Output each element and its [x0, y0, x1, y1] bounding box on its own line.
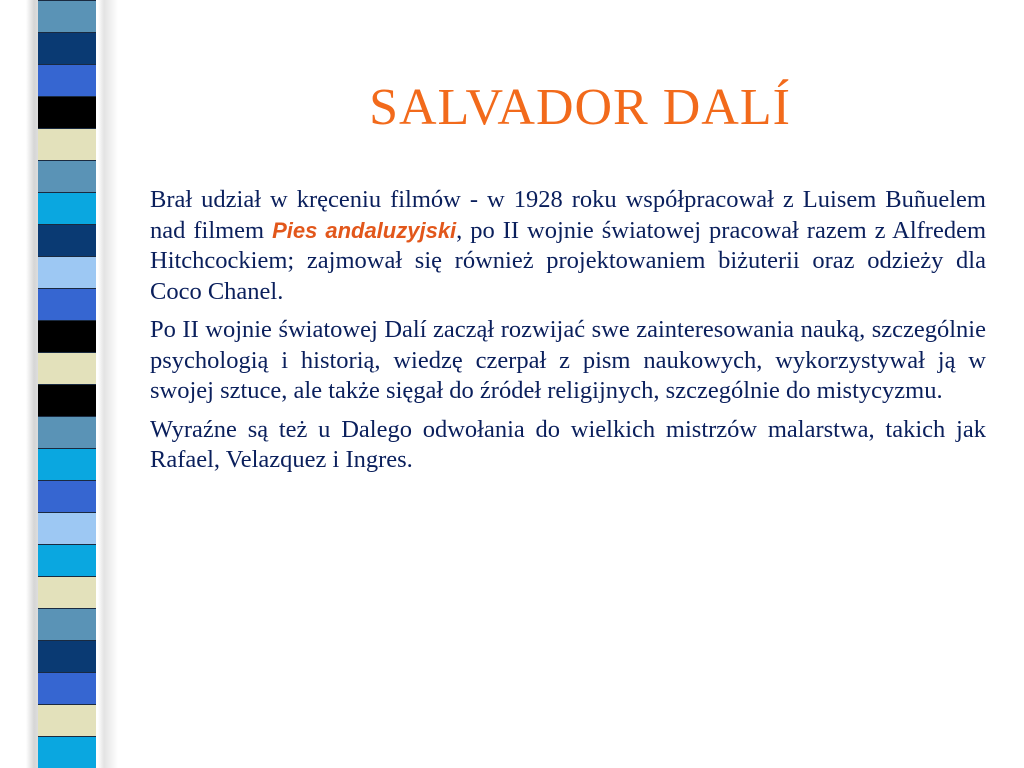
- stripe-band: [38, 64, 96, 96]
- stripe-band: [38, 192, 96, 224]
- paragraph-film-work: [150, 185, 986, 307]
- stripe-band: [38, 416, 96, 448]
- stripe-band: [38, 352, 96, 384]
- stripe-band: [38, 544, 96, 576]
- stripe-band: [38, 576, 96, 608]
- decorative-color-stripe: [38, 0, 96, 768]
- stripe-band: [38, 480, 96, 512]
- stripe-band: [38, 672, 96, 704]
- stripe-band: [38, 704, 96, 736]
- stripe-band: [38, 512, 96, 544]
- slide-body: [150, 185, 986, 484]
- stripe-band: [38, 608, 96, 640]
- stripe-band: [38, 384, 96, 416]
- stripe-band: [38, 224, 96, 256]
- stripe-band: [38, 320, 96, 352]
- stripe-band: [38, 160, 96, 192]
- stripe-band: [38, 640, 96, 672]
- paragraph-science-interests: Po II wojnie światowej Dalí zaczął rozwijać swe zainteresowania nauką, szczególnie psychologią i historią, wiedzę czerpał z pism naukowych, wykorzystywał ją w swojej sztuce, ale także sięgał do źródeł religijnych, szczególnie do mistycyzmu.: [150, 316, 986, 404]
- stripe-band: [38, 288, 96, 320]
- film-title-highlight: Pies andaluzyjski: [272, 217, 457, 243]
- paragraph-1-text-before: Brał udział w kręceniu filmów - w 1928 roku współpracował z Luisem Buñuelem nad filmem: [150, 186, 986, 244]
- stripe-band: [38, 256, 96, 288]
- stripe-band: [38, 736, 96, 768]
- stripe-band: [38, 128, 96, 160]
- slide-title: SALVADOR DALÍ: [369, 79, 791, 136]
- stripe-band: [38, 32, 96, 64]
- stripe-band: [38, 448, 96, 480]
- stripe-band: [38, 0, 96, 32]
- paragraph-1-text-after: , po II wojnie światowej pracował razem z Alfredem Hitchcockiem; zajmował się również projektowaniem biżuterii oraz odzieży dla Coco Chanel.: [150, 216, 987, 305]
- stripe-band: [38, 96, 96, 128]
- paragraph-old-masters: Wyraźne są też u Dalego odwołania do wielkich mistrzów malarstwa, takich jak Rafael, Velazquez i Ingres.: [150, 415, 986, 473]
